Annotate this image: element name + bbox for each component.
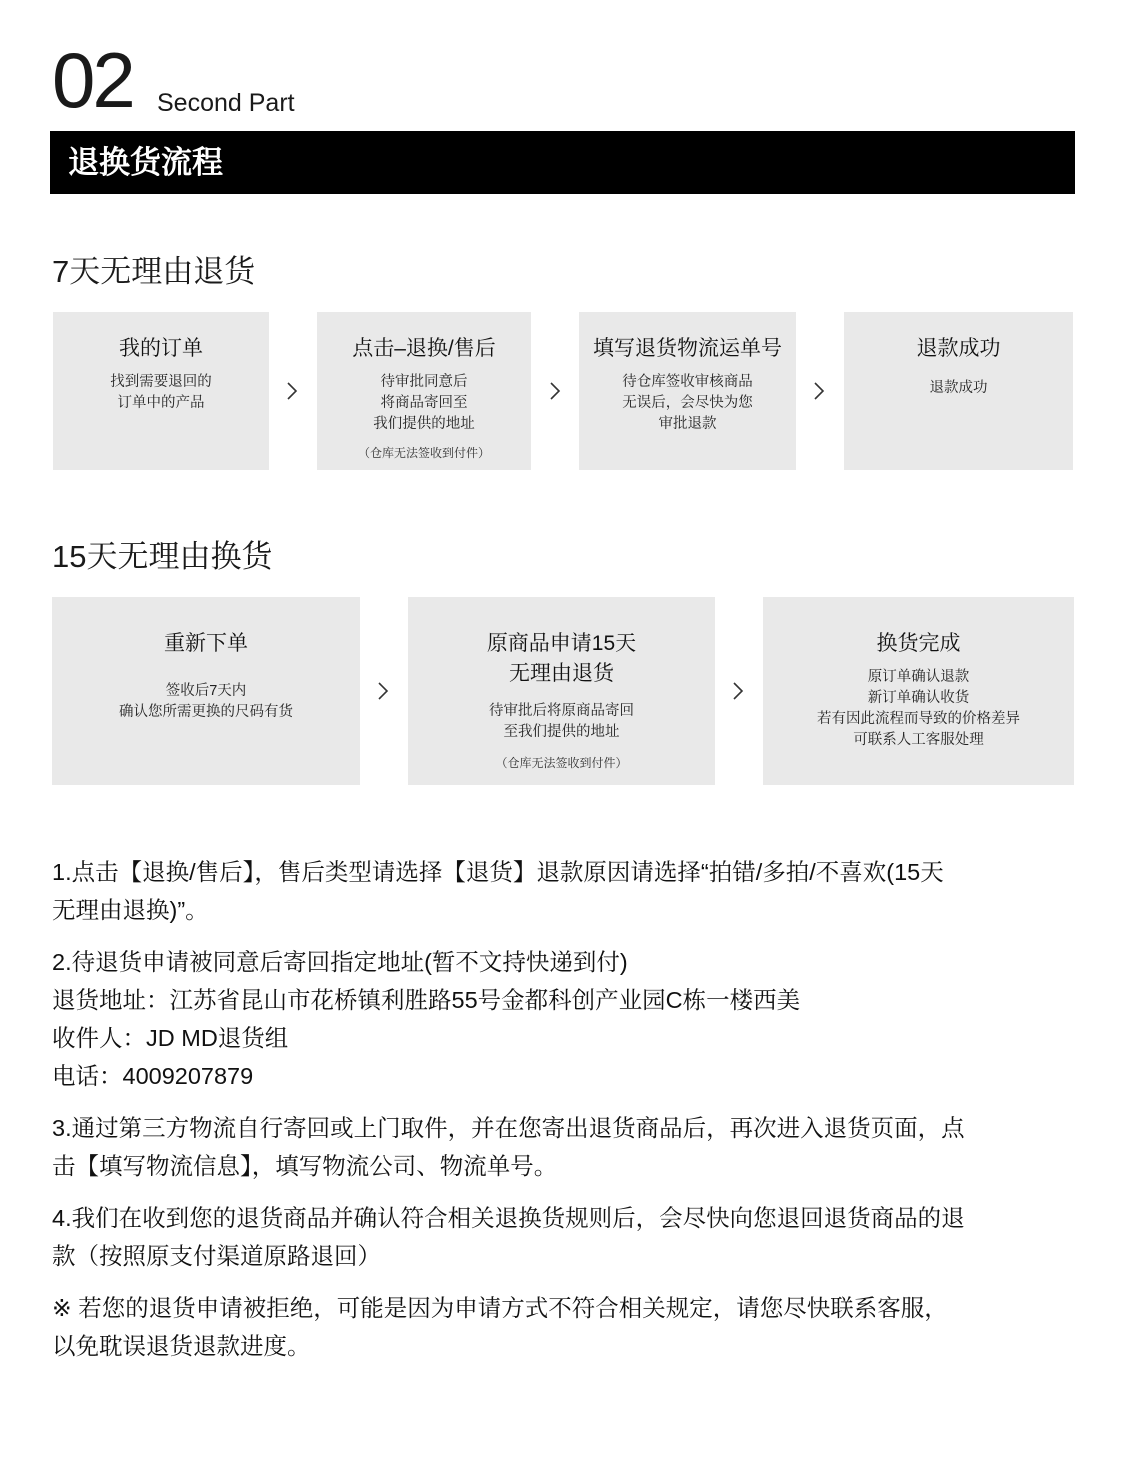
step-desc-line: 确认您所需更换的尺码有货 <box>119 704 293 720</box>
step-desc-line: 待审批后将原商品寄回 <box>489 703 634 719</box>
return-step-3 <box>579 312 796 470</box>
section-number: 02 <box>52 36 133 124</box>
chevron-right-icon <box>812 380 826 402</box>
note-paragraph-1 <box>52 853 1082 929</box>
banner-title: 退换货流程 <box>68 145 223 180</box>
step-desc-line: 至我们提供的地址 <box>503 724 620 740</box>
step-title: 换货完成 <box>876 632 961 655</box>
note-paragraph-5 <box>52 1289 1082 1365</box>
step-desc-line: 签收后7天内 <box>165 683 247 699</box>
step-desc-line: 审批退款 <box>658 416 717 432</box>
step-title-line: 无理由退货 <box>509 662 614 685</box>
policy-notes <box>52 853 1082 1379</box>
chevron-right-icon <box>376 680 390 702</box>
phone-number: 电话：4009207879 <box>52 1063 254 1089</box>
chevron-right-icon <box>731 680 745 702</box>
note-line: 击【填写物流信息】，填写物流公司、物流单号。 <box>52 1153 558 1179</box>
step-title: 退款成功 <box>916 337 1001 360</box>
step-title: 填写退货物流运单号 <box>593 337 782 360</box>
note-line: 3.通过第三方物流自行寄回或上门取件，并在您寄出退货商品后，再次进入退货页面，点 <box>52 1115 965 1141</box>
note-line: 4.我们在收到您的退货商品并确认符合相关退换货规则后，会尽快向您退回退货商品的退 <box>52 1205 965 1231</box>
step-desc-line: 待仓库签收审核商品 <box>622 374 753 390</box>
note-paragraph-4 <box>52 1199 1082 1275</box>
step-desc-line: 将商品寄回至 <box>380 395 468 411</box>
note-paragraph-3 <box>52 1109 1082 1185</box>
step-desc-line: 新订单确认收货 <box>867 690 970 706</box>
step-desc-line: 我们提供的地址 <box>373 416 475 432</box>
step-desc-line: 原订单确认退款 <box>867 669 970 685</box>
return-step-1 <box>53 312 269 470</box>
exchange-step-1 <box>52 597 360 785</box>
exchange-step-3 <box>763 597 1074 785</box>
step-desc-line: 若有因此流程而导致的价格差异 <box>817 711 1020 727</box>
step-desc-line: 退款成功 <box>929 380 988 396</box>
step-desc-line: 找到需要退回的 <box>110 374 212 390</box>
exchange-section-title: 15天无理由换货 <box>52 539 273 574</box>
title-banner <box>50 131 1075 194</box>
step-note: （仓库无法签收到付件） <box>495 756 628 770</box>
step-title: 重新下单 <box>164 632 248 655</box>
recipient: 收件人：JD MD退货组 <box>52 1025 289 1051</box>
note-line: ※ 若您的退货申请被拒绝，可能是因为申请方式不符合相关规定，请您尽快联系客服， <box>52 1295 948 1321</box>
chevron-right-icon <box>548 380 562 402</box>
return-step-2 <box>317 312 531 470</box>
return-section-title: 7天无理由退货 <box>52 254 256 289</box>
exchange-step-2 <box>408 597 715 785</box>
return-step-4 <box>844 312 1073 470</box>
chevron-right-icon <box>285 380 299 402</box>
note-paragraph-2 <box>52 943 1082 1095</box>
step-title-line: 原商品申请15天 <box>486 632 637 655</box>
note-line: 款（按照原支付渠道原路退回） <box>52 1243 381 1269</box>
step-note: （仓库无法签收到付件） <box>357 446 490 460</box>
step-title: 点击–退换/售后 <box>352 337 496 360</box>
step-title: 我的订单 <box>119 337 203 360</box>
note-line: 以免耽误退货退款进度。 <box>52 1333 311 1359</box>
note-line: 1.点击【退换/售后】，售后类型请选择【退货】退款原因请选择“拍错/多拍/不喜欢(15天 <box>52 859 944 885</box>
return-address: 退货地址：江苏省昆山市花桥镇利胜路55号金都科创产业园C栋一楼西美 <box>52 987 801 1013</box>
step-desc-line: 可联系人工客服处理 <box>853 732 984 748</box>
section-subtitle: Second Part <box>157 89 295 117</box>
note-line: 无理由退换)”。 <box>52 897 209 923</box>
step-desc-line: 待审批同意后 <box>380 374 468 390</box>
step-desc-line: 订单中的产品 <box>117 395 205 411</box>
step-desc-line: 无误后，会尽快为您 <box>622 395 753 411</box>
note-line: 2.待退货申请被同意后寄回指定地址(暂不文持快递到付) <box>52 949 628 975</box>
